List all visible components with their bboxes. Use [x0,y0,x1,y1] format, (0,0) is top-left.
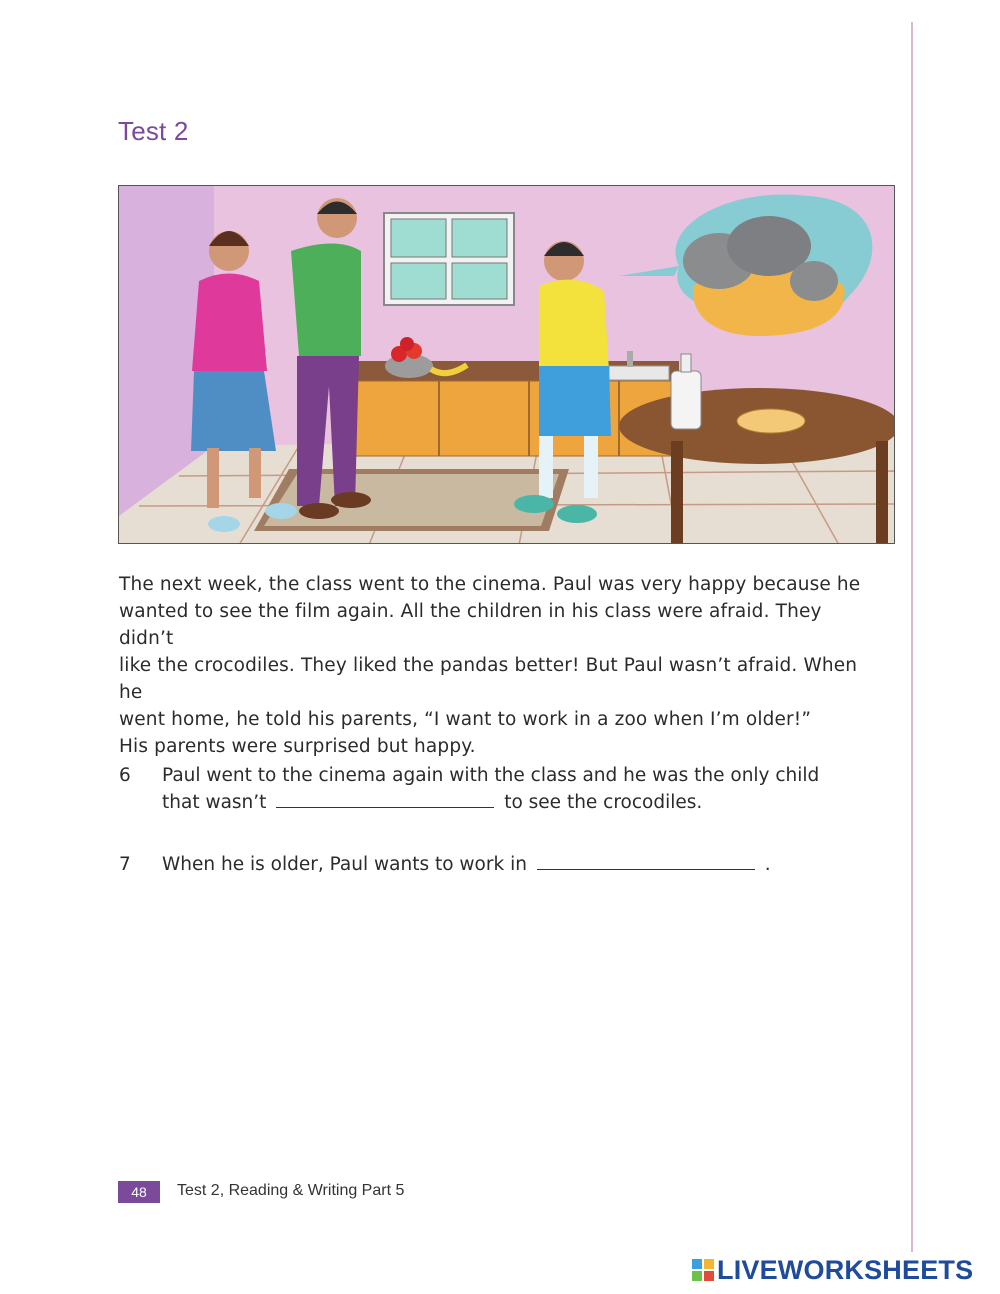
question-number: 6 [119,765,131,786]
passage-line: His parents were surprised but happy. [119,736,476,757]
reading-passage [119,571,879,760]
answer-blank-6[interactable] [276,789,494,808]
question-text: . [764,854,771,875]
page-number-badge: 48 [118,1181,160,1203]
passage-line: wanted to see the film again. All the children in his class were afraid. They didn’t [119,601,822,649]
question-7 [119,851,879,878]
question-text: to see the crocodiles. [504,792,703,813]
passage-line: The next week, the class went to the cinema. Paul was very happy because he [119,574,861,595]
liveworksheets-logo[interactable] [692,1255,973,1285]
question-text: that wasn’t [162,792,267,813]
question-number: 7 [119,854,131,875]
question-text: Paul went to the cinema again with the class and he was the only child [162,765,820,786]
page-margin-rule [911,22,913,1252]
page-title: Test 2 [118,116,189,146]
passage-line: went home, he told his parents, “I want to work in a zoo when I’m older!” [119,709,812,730]
passage-line: like the crocodiles. They liked the pandas better! But Paul wasn’t afraid. When he [119,655,858,703]
footer-caption: Test 2, Reading & Writing Part 5 [177,1182,405,1199]
answer-blank-7[interactable] [537,851,755,870]
kitchen-illustration [118,185,895,544]
liveworksheets-logo-icon [692,1259,714,1281]
liveworksheets-brand: LIVEWORKSHEETS [717,1254,974,1285]
question-6 [119,762,879,816]
question-text: When he is older, Paul wants to work in [162,854,527,875]
